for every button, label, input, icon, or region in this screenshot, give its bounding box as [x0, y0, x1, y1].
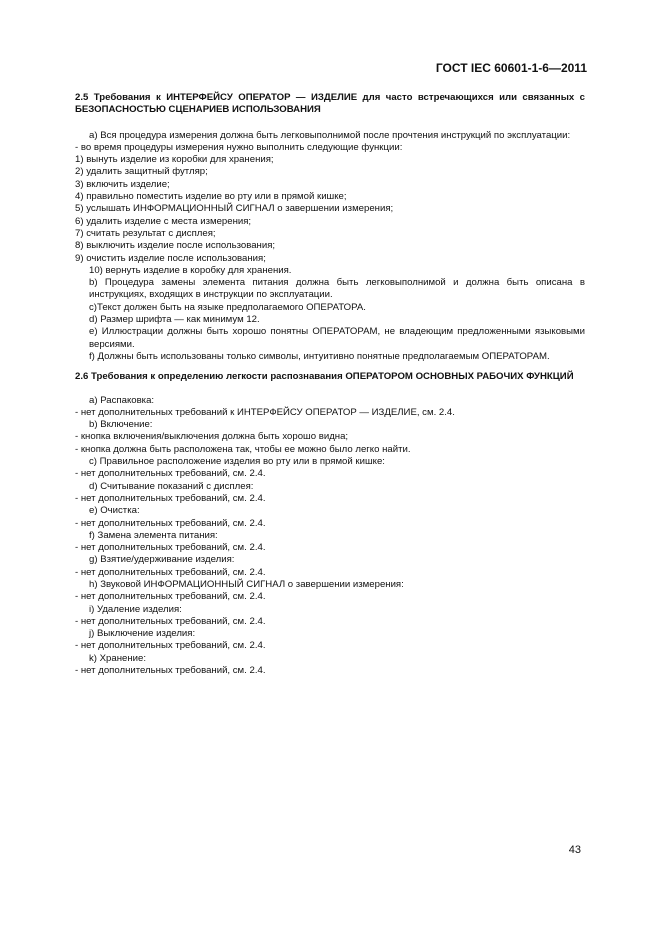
- section-2-6-item-b: b) Включение:: [89, 419, 153, 431]
- list-item: - нет дополнительных требований, см. 2.4.: [75, 665, 266, 677]
- section-2-6-heading: 2.6 Требования к определению легкости распознавания ОПЕРАТОРОМ ОСНОВНЫХ РАБОЧИХ ФУНКЦИЙ: [75, 371, 574, 383]
- section-2-5-item-a: а) Вся процедура измерения должна быть легковыполнимой после прочтения инструкций по эксплуатации:: [89, 129, 571, 141]
- list-item: - нет дополнительных требований, см. 2.4.: [75, 492, 266, 504]
- section-2-5-item-b: b) Процедура замены элемента питания должна быть легковыполнимой и должна быть описана в инструкциях, входящих в инструкции по эксплуатации.: [89, 277, 585, 301]
- standard-number: ГОСТ IEC 60601-1-6—2011: [435, 61, 587, 75]
- section-2-6-item-g: g) Взятие/удерживание изделия:: [89, 554, 235, 566]
- list-item: 1) вынуть изделие из коробки для хранения;: [75, 154, 274, 166]
- list-item: 8) выключить изделие после использования;: [75, 240, 276, 252]
- list-item: - нет дополнительных требований, см. 2.4.: [75, 640, 266, 652]
- section-2-6-item-c: c) Правильное расположение изделия во рту или в прямой кишке:: [89, 456, 385, 468]
- list-item: - кнопка включения/выключения должна быть хорошо видна;: [75, 431, 349, 443]
- list-item: - нет дополнительных требований, см. 2.4.: [75, 468, 266, 480]
- section-2-6-item-e: e) Очистка:: [89, 505, 140, 517]
- list-item: 2) удалить защитный футляр;: [75, 166, 208, 178]
- list-item: 3) включить изделие;: [75, 178, 170, 190]
- list-item: - нет дополнительных требований, см. 2.4.: [75, 517, 266, 529]
- page-number: 43: [568, 844, 581, 856]
- list-item: - нет дополнительных требований к ИНТЕРФЕЙСУ ОПЕРАТОР — ИЗДЕЛИЕ, см. 2.4.: [75, 406, 455, 418]
- section-2-5-heading: 2.5 Требования к ИНТЕРФЕЙСУ ОПЕРАТОР — ИЗДЕЛИЕ для часто встречающихся или связанных с БЕЗОПАСНОСТЬЮ СЦЕНАРИЕВ ИСПОЛЬЗОВАНИЯ: [75, 92, 585, 116]
- section-2-6-item-h: h) Звуковой ИНФОРМАЦИОННЫЙ СИГНАЛ о завершении измерения:: [89, 578, 404, 590]
- list-item: - нет дополнительных требований, см. 2.4.: [75, 566, 266, 578]
- section-2-6-item-f: f) Замена элемента питания:: [89, 529, 218, 541]
- page-content: [75, 92, 585, 677]
- list-item: 10) вернуть изделие в коробку для хранения.: [89, 264, 292, 276]
- list-item: 7) считать результат с дисплея;: [75, 227, 216, 239]
- list-item: - нет дополнительных требований, см. 2.4.: [75, 542, 266, 554]
- section-2-5-item-f: f) Должны быть использованы только символы, интуитивно понятные предполагаемым ОПЕРАТОРАМ.: [89, 350, 550, 362]
- section-2-5-item-c: c)Текст должен быть на языке предполагаемого ОПЕРАТОРА.: [89, 301, 366, 313]
- section-2-6-item-k: k) Хранение:: [89, 652, 147, 664]
- list-item: - во время процедуры измерения нужно выполнить следующие функции:: [75, 141, 403, 153]
- section-2-6-item-j: j) Выключение изделия:: [89, 628, 196, 640]
- list-item: - нет дополнительных требований, см. 2.4.: [75, 615, 266, 627]
- section-2-5-item-e: e) Иллюстрации должны быть хорошо понятны ОПЕРАТОРАМ, не владеющим предложенными языковыми версиями.: [89, 326, 585, 350]
- section-2-6-item-d: d) Считывание показаний с дисплея:: [89, 480, 254, 492]
- list-item: 6) удалить изделие с места измерения;: [75, 215, 252, 227]
- section-2-6-item-a: а) Распаковка:: [89, 394, 155, 406]
- list-item: - кнопка должна быть расположена так, чтобы ее можно было легко найти.: [75, 443, 411, 455]
- section-2-5-item-d: d) Размер шрифта — как минимум 12.: [89, 314, 260, 326]
- list-item: - нет дополнительных требований, см. 2.4.: [75, 591, 266, 603]
- section-2-6-item-i: i) Удаление изделия:: [89, 603, 182, 615]
- list-item: 4) правильно поместить изделие во рту или в прямой кишке;: [75, 191, 347, 203]
- list-item: 9) очистить изделие после использования;: [75, 252, 266, 264]
- list-item: 5) услышать ИНФОРМАЦИОННЫЙ СИГНАЛ о завершении измерения;: [75, 203, 394, 215]
